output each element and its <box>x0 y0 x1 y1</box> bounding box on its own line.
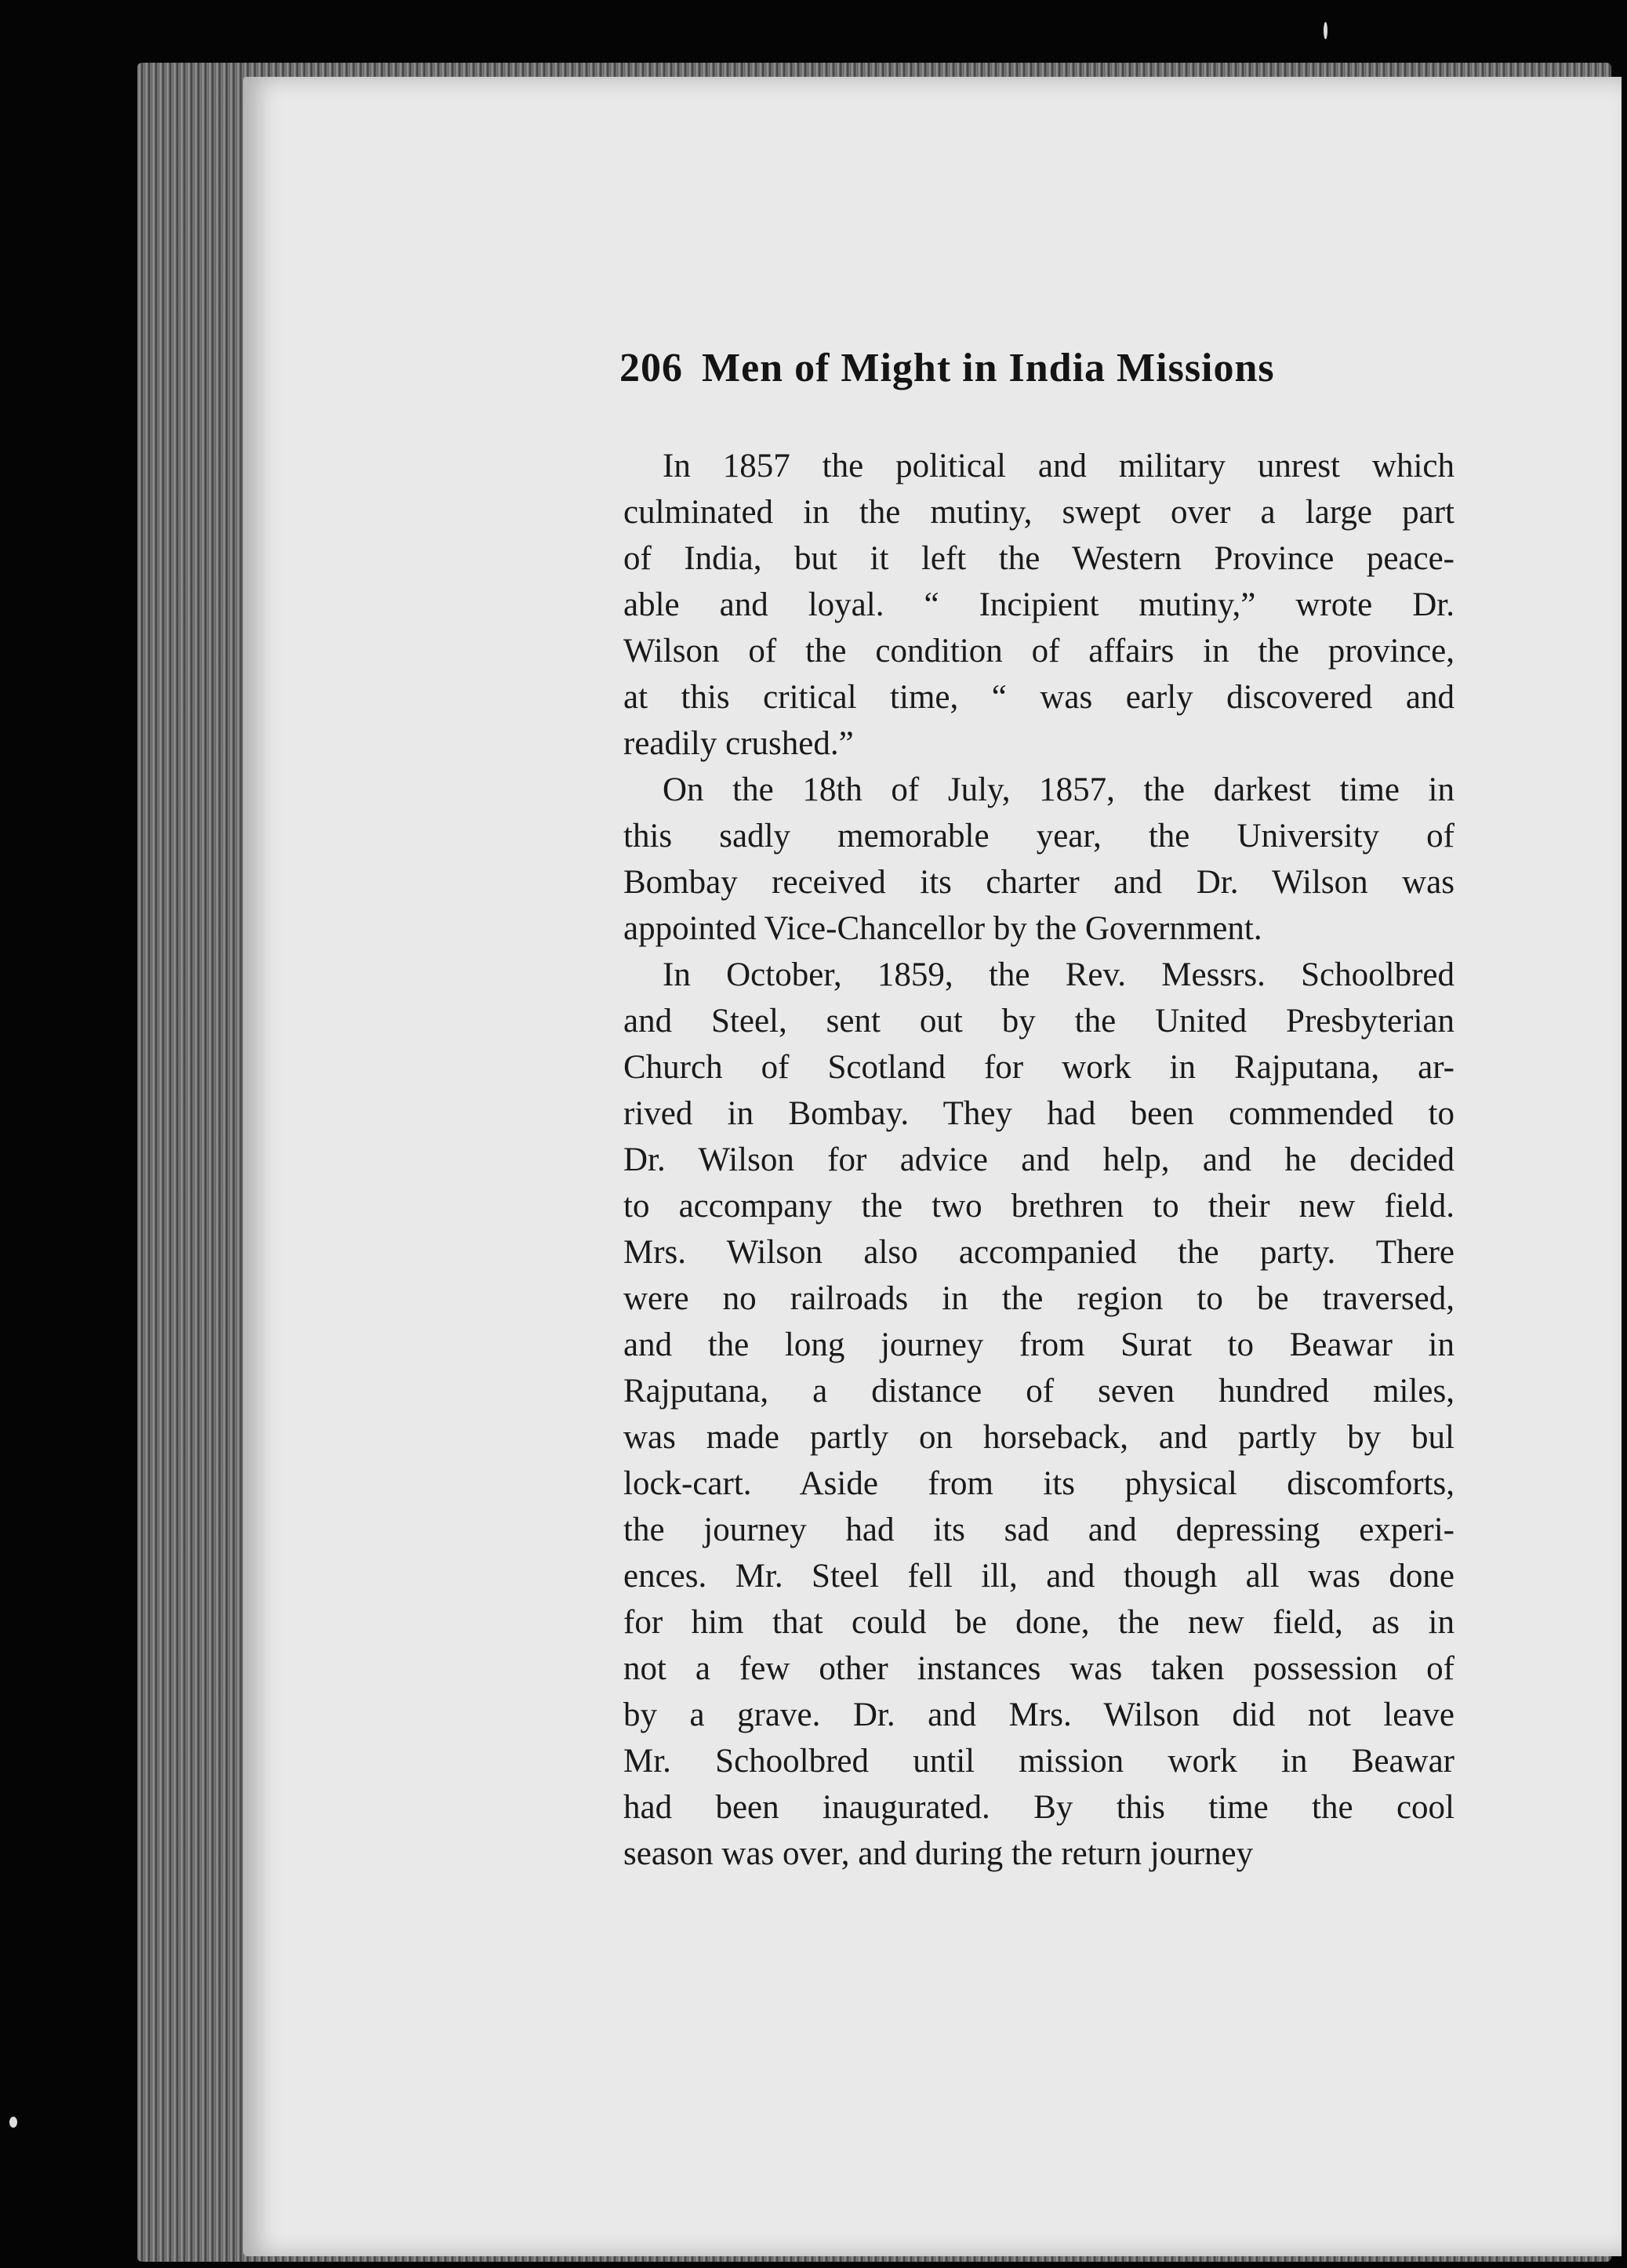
paragraph <box>623 767 1454 952</box>
page-header <box>619 345 1451 415</box>
text-line: In 1857 the political and military unrest which <box>663 448 1454 484</box>
text-line: lock-cart. Aside from its physical discomforts, <box>623 1465 1454 1502</box>
text-line: In October, 1859, the Rev. Messrs. Schoolbred <box>663 956 1454 993</box>
text-line: Mrs. Wilson also accompanied the party. There <box>623 1234 1454 1271</box>
text-line: Rajputana, a distance of seven hundred miles, <box>623 1373 1454 1410</box>
running-title: Men of Might in India Missions <box>702 346 1275 390</box>
text-line: to accompany the two brethren to their new field. <box>623 1188 1454 1225</box>
text-line: of India, but it left the Western Province peace- <box>623 540 1454 577</box>
page-number: 206 <box>619 346 683 390</box>
text-line: Church of Scotland for work in Rajputana, ar- <box>623 1049 1454 1086</box>
text-line: readily crushed.” <box>623 725 854 762</box>
text-line: not a few other instances was taken possession of <box>623 1650 1454 1687</box>
dust-speck <box>1324 22 1327 39</box>
text-line: Wilson of the condition of affairs in the province, <box>623 633 1454 670</box>
text-line: was made partly on horseback, and partly by bul <box>623 1419 1454 1456</box>
text-line: and the long journey from Surat to Beawar in <box>623 1326 1454 1363</box>
text-line: ences. Mr. Steel fell ill, and though all was done <box>623 1558 1454 1595</box>
paragraph <box>623 952 1454 1877</box>
text-line: On the 18th of July, 1857, the darkest time in <box>663 771 1454 808</box>
text-line: by a grave. Dr. and Mrs. Wilson did not leave <box>623 1696 1454 1733</box>
paragraph <box>623 443 1454 767</box>
text-line: Bombay received its charter and Dr. Wilson was <box>623 864 1454 901</box>
text-line: the journey had its sad and depressing experi- <box>623 1511 1454 1548</box>
text-line: had been inaugurated. By this time the cool <box>623 1789 1454 1826</box>
dust-speck <box>9 2117 17 2128</box>
text-line: and Steel, sent out by the United Presbyterian <box>623 1003 1454 1040</box>
text-line: rived in Bombay. They had been commended to <box>623 1095 1454 1132</box>
text-line: at this critical time, “ was early discovered and <box>623 679 1454 716</box>
text-line: appointed Vice-Chancellor by the Government. <box>623 910 1262 947</box>
text-line: culminated in the mutiny, swept over a large part <box>623 494 1454 531</box>
text-line: Dr. Wilson for advice and help, and he decided <box>623 1141 1454 1178</box>
text-line: able and loyal. “ Incipient mutiny,” wrote Dr. <box>623 586 1454 623</box>
text-line: this sadly memorable year, the University of <box>623 818 1454 855</box>
text-line: were no railroads in the region to be traversed, <box>623 1280 1454 1317</box>
text-line: for him that could be done, the new field, as in <box>623 1604 1454 1641</box>
text-line: Mr. Schoolbred until mission work in Beawar <box>623 1743 1454 1780</box>
text-line: season was over, and during the return journey <box>623 1835 1254 1872</box>
body-text <box>623 443 1454 1877</box>
